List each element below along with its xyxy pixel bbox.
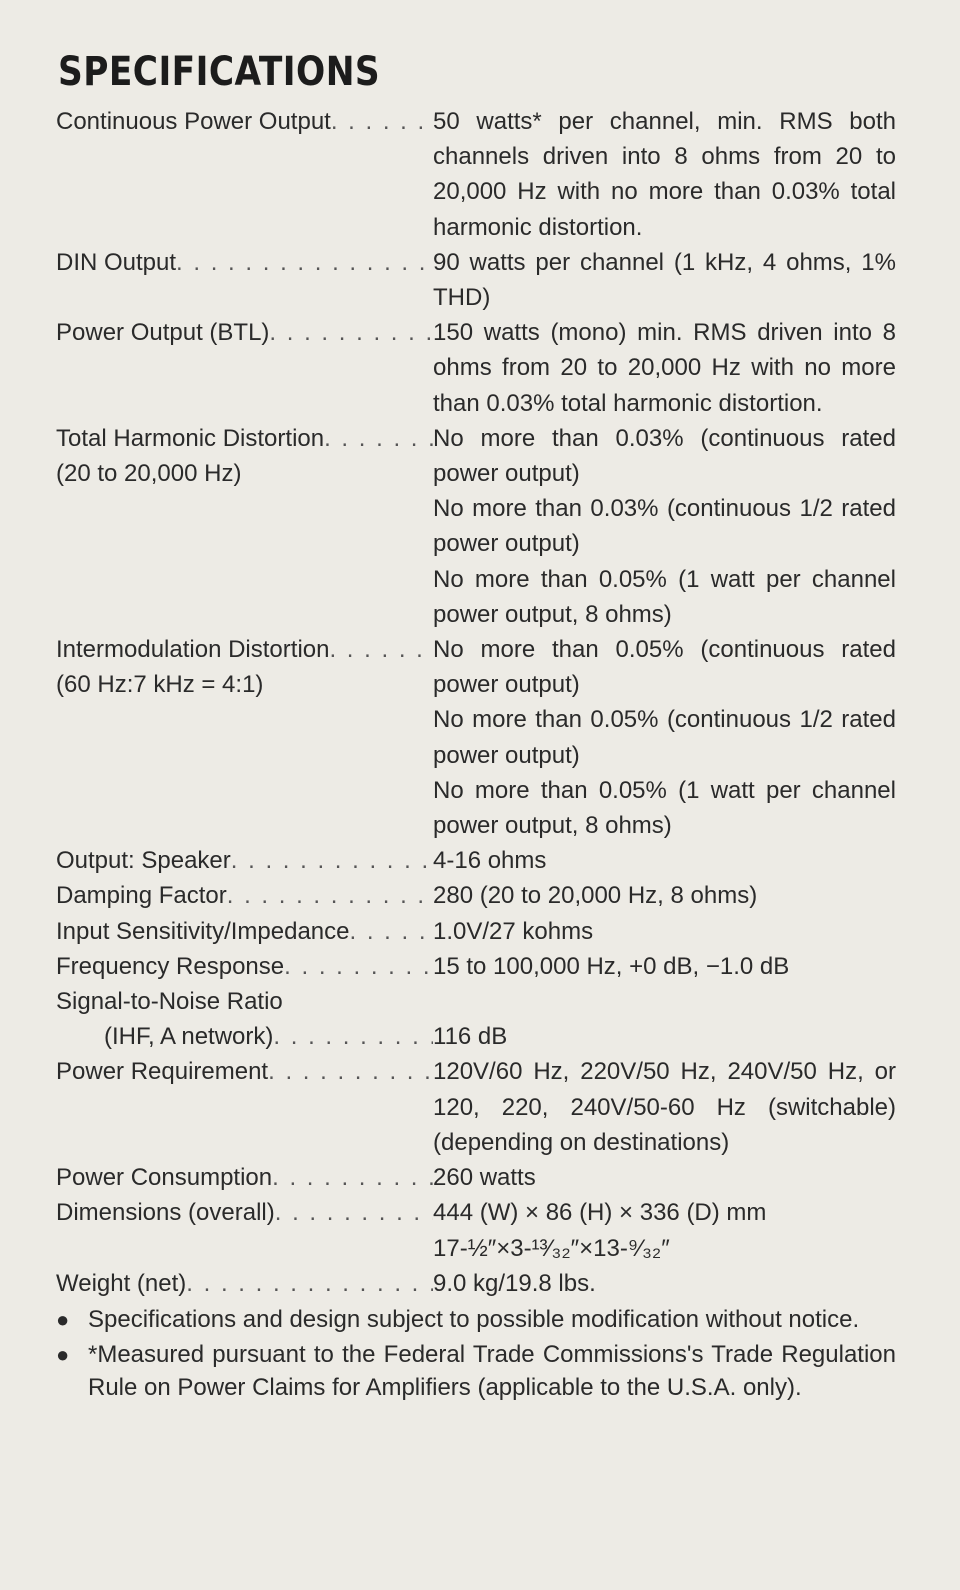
spec-value-text: 444 (W) × 86 (H) × 336 (D) mm [433, 1199, 767, 1227]
leader-dots [176, 245, 433, 280]
spec-label [56, 1195, 433, 1265]
spec-row [56, 245, 896, 315]
spec-row [56, 421, 896, 632]
spec-label-text: (IHF, A network) [104, 1023, 274, 1051]
note-item [56, 1303, 896, 1336]
spec-value [433, 1160, 896, 1195]
spec-value [433, 421, 896, 632]
spec-value-text: 280 (20 to 20,000 Hz, 8 ohms) [433, 882, 758, 910]
spec-label [56, 878, 433, 913]
spec-label-text: Damping Factor [56, 882, 227, 910]
spec-row [56, 315, 896, 421]
leader-dots [331, 104, 433, 139]
leader-dots [268, 1054, 433, 1089]
spec-row [56, 1160, 896, 1195]
note-text: Specifications and design subject to possible modification without notice. [88, 1305, 860, 1333]
spec-label [56, 245, 433, 315]
spec-label [56, 315, 433, 421]
spec-value-text: No more than 0.05% (continuous rated power output) [433, 636, 896, 699]
spec-label-text: (20 to 20,000 Hz) [56, 460, 242, 488]
spec-label-text: Total Harmonic Distortion [56, 424, 325, 452]
spec-row [56, 104, 896, 245]
bullet-icon: ● [56, 1306, 70, 1332]
spec-value [433, 878, 896, 913]
spec-label-text: Signal-to-Noise Ratio [56, 988, 283, 1016]
spec-value [433, 843, 896, 878]
spec-row [56, 1195, 896, 1265]
leader-dots [227, 878, 433, 913]
spec-value [433, 245, 896, 315]
spec-label [56, 632, 433, 843]
spec-value [433, 632, 896, 843]
spec-value [433, 949, 896, 984]
spec-label [56, 843, 433, 878]
leader-dots [269, 315, 433, 350]
spec-value [433, 1266, 896, 1301]
spec-label-text: Intermodulation Distortion [56, 636, 330, 664]
leader-dots [272, 1160, 433, 1195]
spec-label-text: Input Sensitivity/Impedance [56, 917, 350, 945]
spec-label [56, 949, 433, 984]
spec-row [56, 843, 896, 878]
spec-value [433, 315, 896, 421]
spec-label-text: Dimensions (overall) [56, 1199, 275, 1227]
spec-row [56, 984, 896, 1054]
spec-list [56, 104, 896, 1301]
spec-label [56, 1160, 433, 1195]
leader-dots [231, 843, 433, 878]
spec-value-text: 260 watts [433, 1164, 536, 1192]
note-item [56, 1338, 896, 1404]
spec-label-text: DIN Output [56, 248, 177, 276]
spec-label-text: (60 Hz:7 kHz = 4:1) [56, 671, 264, 699]
leader-dots [350, 914, 434, 949]
spec-value [433, 914, 896, 949]
spec-label-text: Power Requirement [56, 1058, 269, 1086]
spec-value-text: No more than 0.03% (continuous rated power output) [433, 424, 896, 488]
spec-value-text: No more than 0.05% (continuous 1/2 rated power output) [433, 706, 896, 769]
spec-value-text: 9.0 kg/19.8 lbs. [433, 1269, 596, 1297]
spec-value-text: 150 watts (mono) min. RMS driven into 8 ohms from 20 to 20,000 Hz with no more than 0.03% total harmonic distortion. [433, 319, 896, 417]
spec-row [56, 878, 896, 913]
spec-value-text: 50 watts* per channel, min. RMS both channels driven into 8 ohms from 20 to 20,000 Hz with no more than 0.03% total harmonic distortion. [433, 108, 896, 241]
spec-row [56, 1054, 896, 1160]
bullet-icon: ● [56, 1341, 70, 1367]
leader-dots [324, 421, 433, 456]
spec-value-text [433, 984, 896, 1019]
note-text: *Measured pursuant to the Federal Trade Commissions's Trade Regulation Rule on Power Claims for Amplifiers (applicable to the U.S.A. only). [88, 1340, 896, 1401]
leader-dots [284, 949, 433, 984]
notes-list [56, 1303, 896, 1404]
leader-dots [329, 632, 433, 667]
leader-dots [275, 1195, 433, 1230]
spec-label-text: Power Consumption [56, 1164, 273, 1192]
spec-label-text: Weight (net) [56, 1269, 187, 1297]
leader-dots [186, 1266, 433, 1301]
spec-label [56, 421, 433, 632]
spec-value-text: No more than 0.05% (1 watt per channel power output, 8 ohms) [433, 776, 896, 840]
spec-value-text: 116 dB [433, 1023, 508, 1051]
spec-value [433, 104, 896, 245]
spec-value-text: 17-½″×3-¹³⁄₃₂″×13-⁹⁄₃₂″ [433, 1234, 670, 1262]
spec-value-text: 4-16 ohms [433, 847, 547, 875]
spec-value-text: 90 watts per channel (1 kHz, 4 ohms, 1% THD) [433, 248, 896, 312]
spec-value [433, 1195, 896, 1265]
spec-label [56, 984, 433, 1054]
spec-row [56, 949, 896, 984]
spec-label-text: Power Output (BTL) [56, 319, 270, 347]
spec-label-text: Output: Speaker [56, 847, 231, 875]
spec-value [433, 984, 896, 1054]
spec-row [56, 632, 896, 843]
spec-label [56, 104, 433, 245]
spec-label-text: Frequency Response [56, 952, 285, 980]
spec-row [56, 1266, 896, 1301]
spec-label [56, 1266, 433, 1301]
spec-value [433, 1054, 896, 1160]
spec-value-text: 1.0V/27 kohms [433, 917, 594, 945]
spec-value-text: 120V/60 Hz, 220V/50 Hz, 240V/50 Hz, or 120, 220, 240V/50-60 Hz (switchable) (depending on destinations) [433, 1058, 896, 1156]
spec-value-text: No more than 0.03% (continuous 1/2 rated power output) [433, 495, 896, 558]
page-title: SPECIFICATIONS [58, 49, 381, 95]
spec-value-text: No more than 0.05% (1 watt per channel power output, 8 ohms) [433, 565, 896, 628]
spec-label [56, 1054, 433, 1160]
leader-dots [273, 1019, 433, 1054]
spec-label [56, 914, 433, 949]
spec-value-text: 15 to 100,000 Hz, +0 dB, −1.0 dB [433, 952, 790, 980]
spec-label-text: Continuous Power Output [56, 108, 331, 135]
spec-row [56, 914, 896, 949]
